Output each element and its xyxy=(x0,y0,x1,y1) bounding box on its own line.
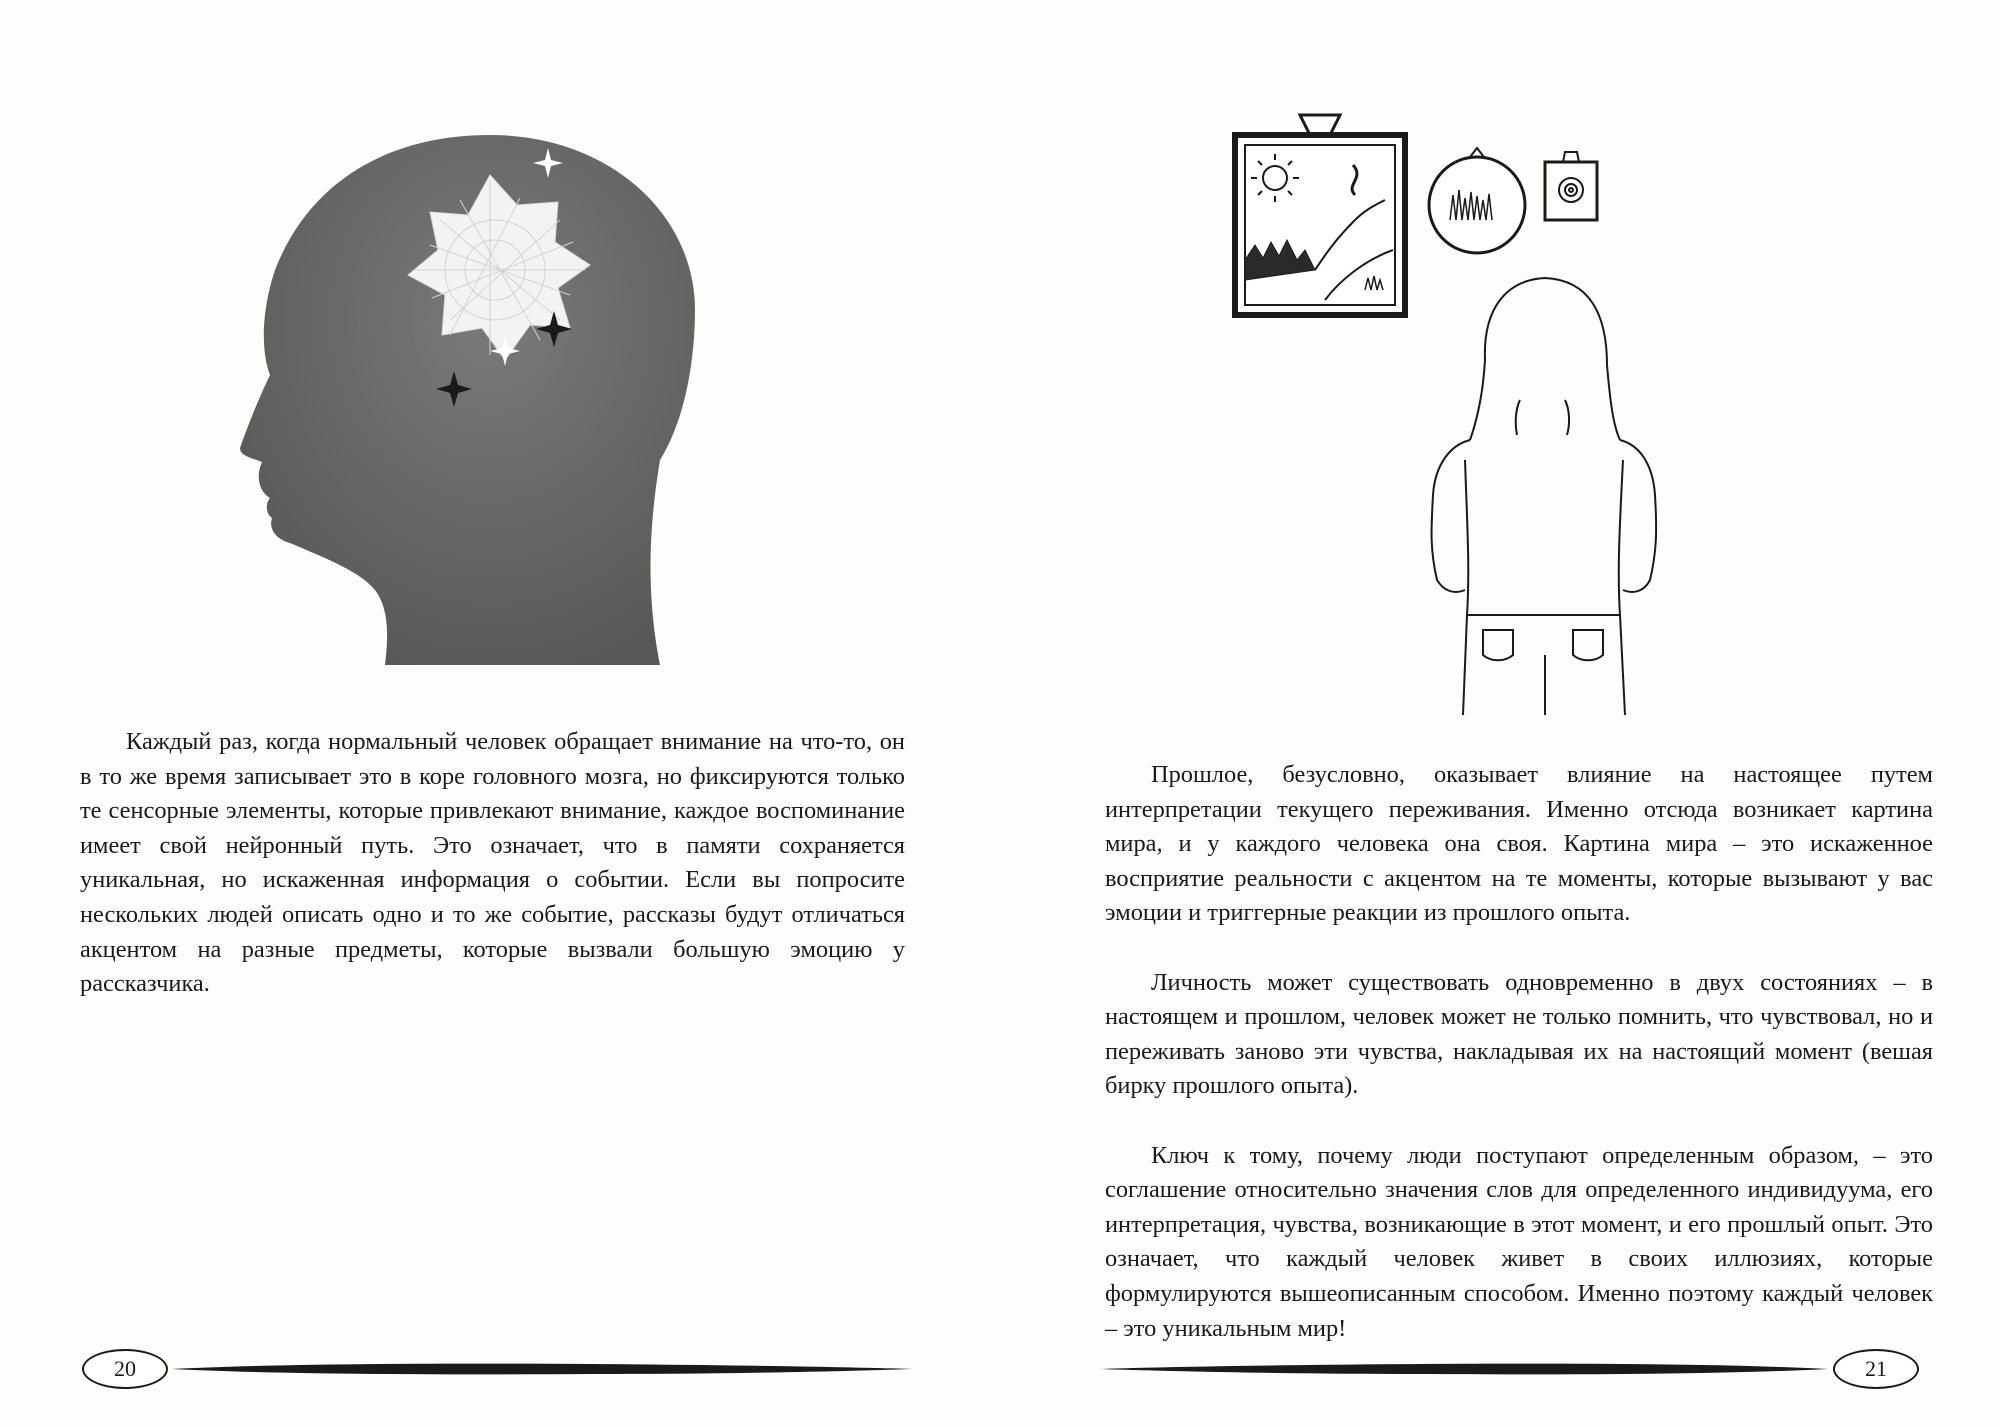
footer-rule-left xyxy=(172,1352,912,1386)
paragraph: Ключ к тому, почему люди поступают определенным образом, – это соглашение относительно значения слов для определенного индивидуума, его интерпретация, чувства, возникающие в этот момент, и его прошлый опыт. Это означает, что каждый человек живет в своих иллюзиях, которые формулируются вышеописанным способом. Именно поэтому каждый человек – это уникальным мир! xyxy=(1105,1141,1933,1342)
woman-and-paintings-illustration xyxy=(1215,110,1735,715)
page-number-left xyxy=(82,1349,168,1389)
page-number-right xyxy=(1833,1349,1919,1389)
right-page xyxy=(1000,0,2000,1427)
left-body-text xyxy=(80,725,905,1002)
large-painting xyxy=(1235,115,1405,315)
page-number-text: 20 xyxy=(114,1356,136,1381)
woman-figure xyxy=(1432,278,1657,715)
page-number-text: 21 xyxy=(1865,1356,1887,1381)
head-silhouette-illustration xyxy=(240,120,700,680)
small-painting xyxy=(1545,152,1597,220)
paragraph: Каждый раз, когда нормальный человек обращает внимание на что-то, он в то же время записывает это в коре головного мозга, но фиксируются только те сенсорные элементы, которые привлекают внимание, каждое воспоминание имеет свой нейронный путь. Это означает, что в памяти сохраняется уникальная, но искаженная информация о событии. Если вы попросите нескольких людей описать одно и то же событие, рассказы будут отличаться акцентом на разные предметы, которые вызвали большую эмоцию у рассказчика. xyxy=(80,728,905,998)
footer-rule-right xyxy=(1100,1352,1828,1386)
paragraph: Личность может существовать одновременно в двух состояниях – в настоящем и прошлом, человек может не только помнить, что чувствовал, но и переживать заново эти чувства, накладывая их на настоящий момент (вешая бирку прошлого опыта). xyxy=(1105,968,1933,1100)
round-painting xyxy=(1429,148,1525,253)
paragraph: Прошлое, безусловно, оказывает влияние на настоящее путем интерпретации текущего переживания. Именно отсюда возникает картина мира, и у каждого человека она своя. Картина мира – это искаженное восприятие реальности с акцентом на те моменты, которые вызывают у вас эмоции и триггерные реакции из прошлого опыта. xyxy=(1105,761,1933,927)
right-body-text xyxy=(1105,758,1933,1346)
